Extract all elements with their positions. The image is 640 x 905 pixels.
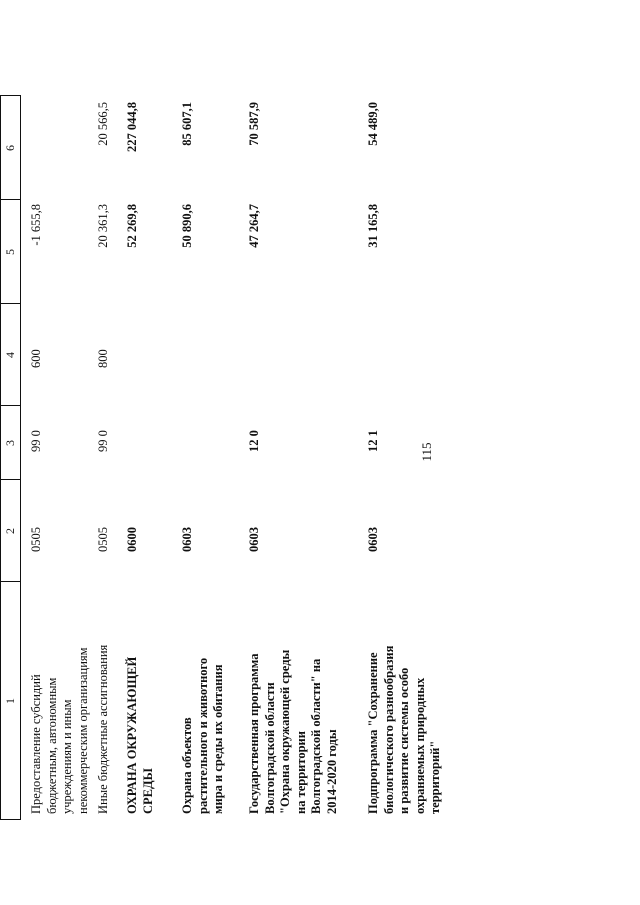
value-col6: 85 607,1	[180, 102, 194, 146]
row-name: ОХРАНА ОКРУЖАЮЩЕЙ СРЕДЫ	[125, 656, 155, 814]
row-name: Иные бюджетные ассигнования	[96, 644, 110, 814]
column-header: 4	[3, 352, 17, 358]
value-col5: 52 269,8	[125, 204, 139, 248]
column-header: 3	[3, 440, 17, 446]
value-col6: 54 489,0	[366, 102, 380, 146]
section-code: 0603	[366, 527, 380, 552]
header-bottom-rule	[20, 95, 21, 820]
value-col5: -1 655,8	[29, 204, 43, 246]
row-name: Государственная программа Волгоградской области "Охрана окружающей среды на территории Волгоградской области" на 2014-2020 годы	[247, 649, 339, 814]
budget-table	[0, 95, 560, 820]
value-col6: 70 587,9	[247, 102, 261, 146]
column-header: 6	[3, 145, 17, 151]
column-header: 1	[3, 698, 17, 704]
target-code: 99 0	[29, 430, 43, 452]
column-header: 2	[3, 528, 17, 534]
section-code: 0603	[180, 527, 194, 552]
section-code: 0505	[96, 527, 110, 552]
row-name: Охрана объектов растительного и животного мира и среды их обитания	[180, 657, 225, 814]
value-col5: 20 361,3	[96, 204, 110, 248]
value-col5: 50 890,6	[180, 204, 194, 248]
value-col6: 20 566,5	[96, 102, 110, 146]
section-code: 0600	[125, 527, 139, 552]
page-number: 115	[419, 442, 434, 462]
target-code: 12 1	[366, 430, 380, 452]
value-col6: 227 044,8	[125, 102, 139, 152]
value-col5: 31 165,8	[366, 204, 380, 248]
expense-type-code: 800	[96, 349, 110, 368]
value-col5: 47 264,7	[247, 204, 261, 248]
header-top-rule	[0, 95, 1, 820]
target-code: 12 0	[247, 430, 261, 452]
target-code: 99 0	[96, 430, 110, 452]
expense-type-code: 600	[29, 349, 43, 368]
section-code: 0505	[29, 527, 43, 552]
column-header: 5	[3, 249, 17, 255]
section-code: 0603	[247, 527, 261, 552]
row-name: Предоставление субсидий бюджетным, автономным учреждениям и иным некоммерческим организациям	[29, 647, 90, 814]
row-name: Подпрограмма "Сохранение биологического разнообразия и развитие системы особо охраняемых природных территорий"	[366, 645, 442, 814]
